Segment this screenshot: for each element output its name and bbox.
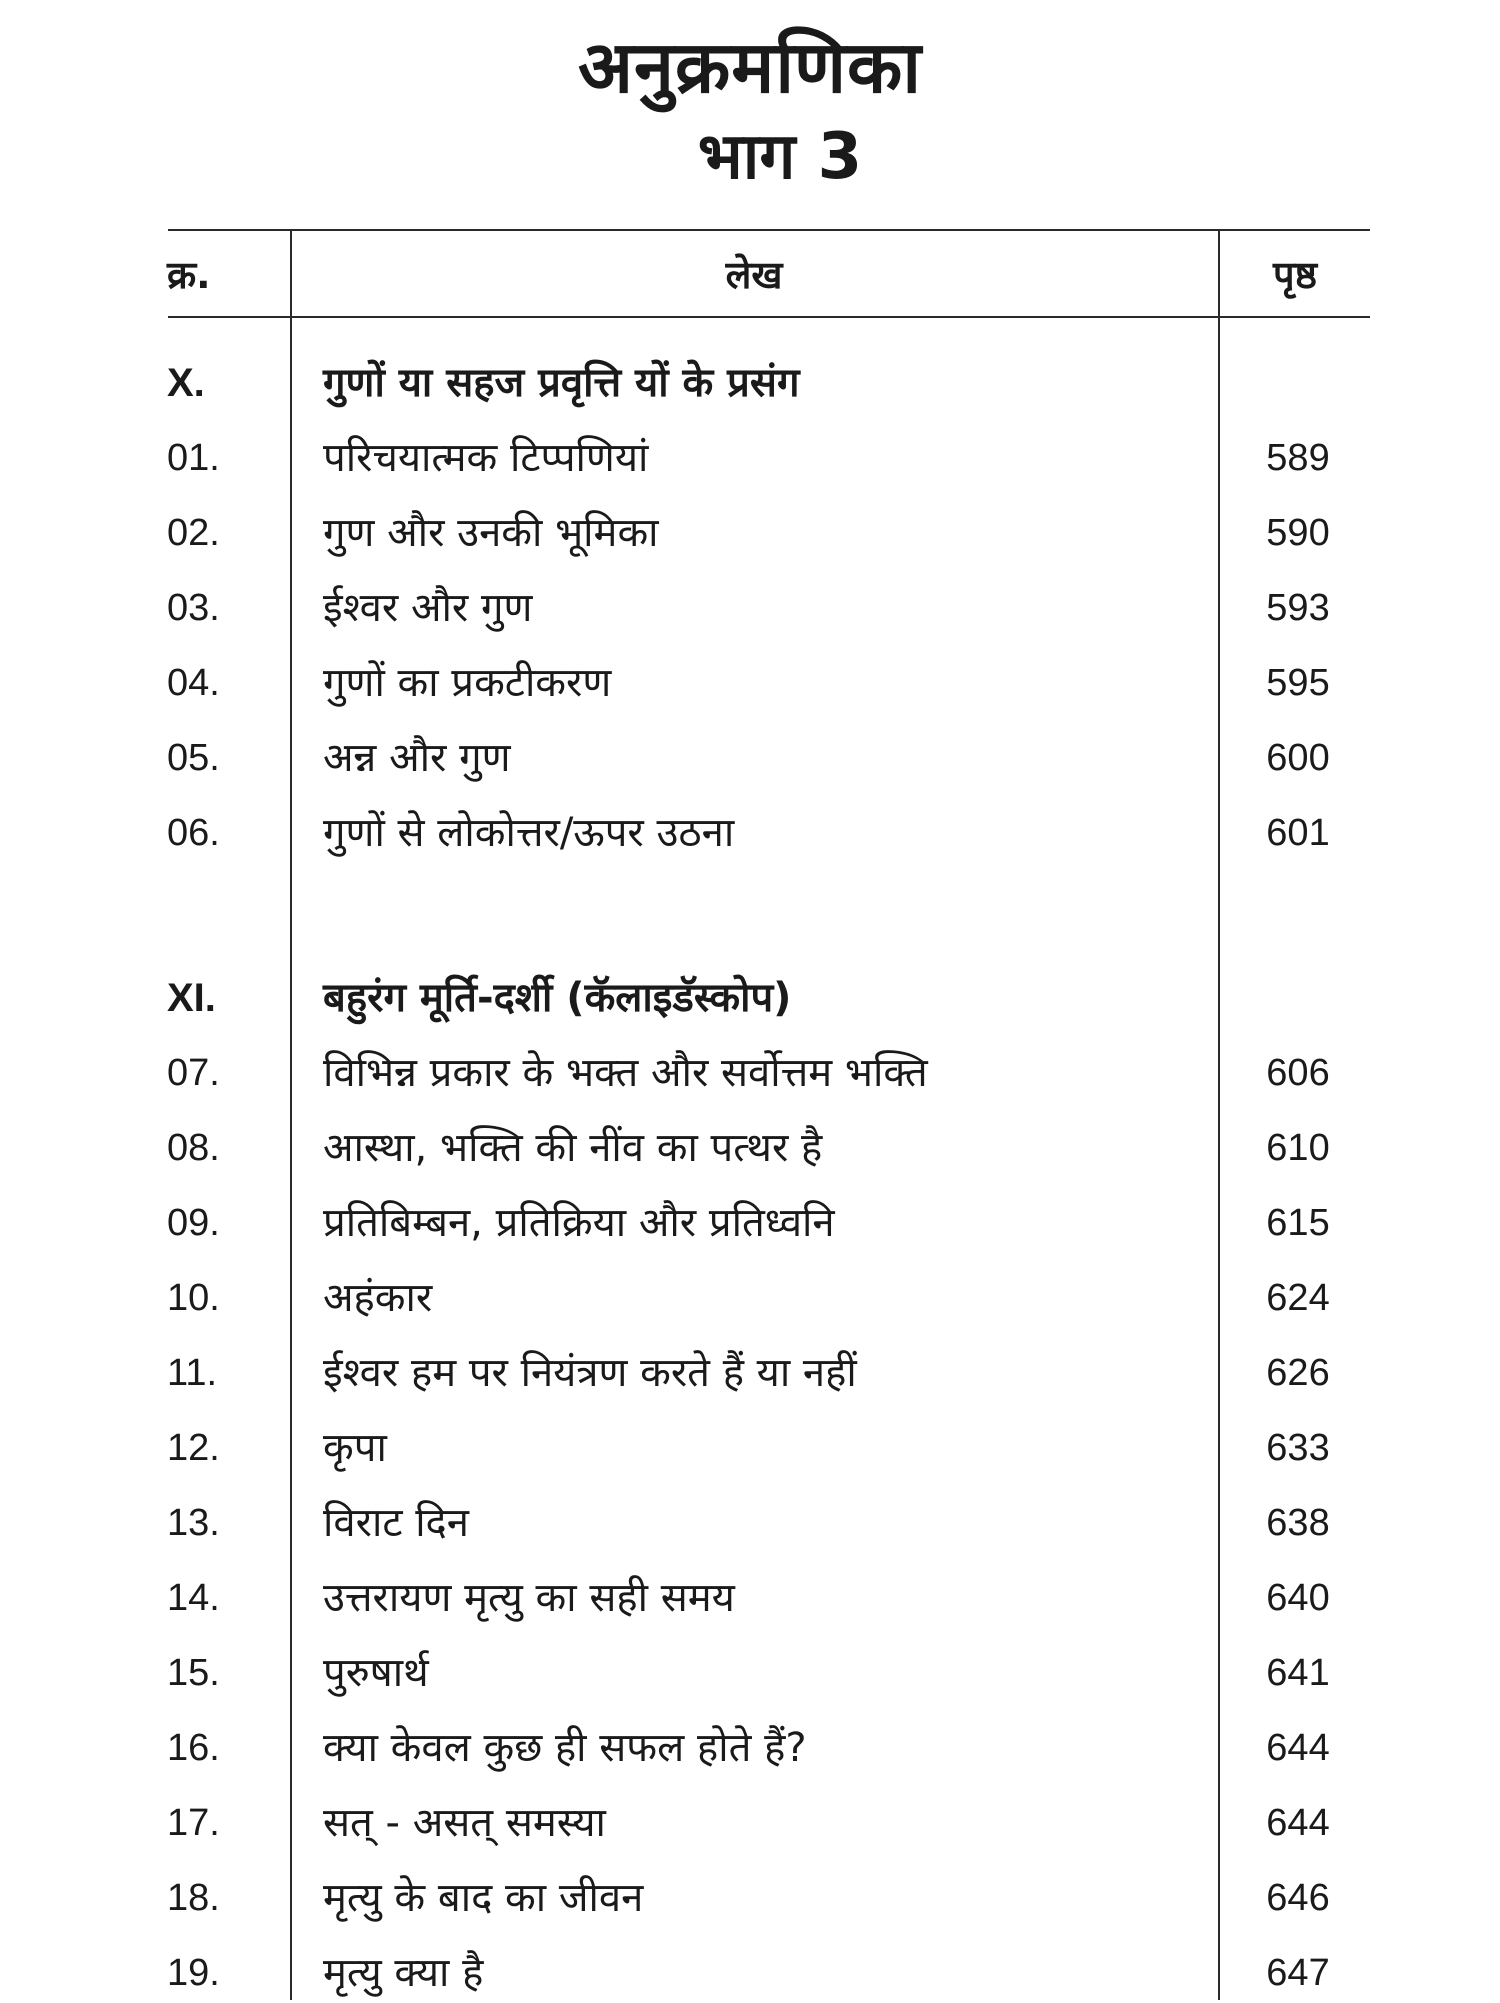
section-heading [0, 968, 1500, 1028]
entry-number: 11. [167, 1352, 218, 1394]
entry-title: परिचयात्मक टिप्पणियां [323, 435, 649, 481]
entry-number: 01. [167, 437, 220, 479]
entry-number: 13. [167, 1502, 220, 1544]
toc-entry [0, 1118, 1500, 1178]
entry-number: 08. [167, 1127, 220, 1169]
toc-entry [0, 1493, 1500, 1553]
page-subtitle: भाग 3 [697, 120, 863, 194]
entry-title: कृपा [323, 1425, 387, 1471]
entry-title: अहंकार [323, 1275, 433, 1321]
toc-entry [0, 1043, 1500, 1103]
entry-title: क्या केवल कुछ ही सफल होते हैं? [323, 1725, 807, 1771]
toc-entry [0, 1418, 1500, 1478]
entry-number: 05. [167, 737, 220, 779]
section-title: बहुरंग मूर्ति-दर्शी (कॅलाइडॅस्कोप) [323, 975, 792, 1021]
entry-number: 12. [167, 1427, 220, 1469]
entry-page-number: 589 [1266, 437, 1330, 479]
entry-number: 07. [167, 1052, 220, 1094]
entry-title: अन्न और गुण [323, 735, 511, 781]
entry-number: 04. [167, 662, 220, 704]
entry-number: 09. [167, 1202, 220, 1244]
toc-entry [0, 803, 1500, 863]
toc-entry [0, 503, 1500, 563]
entry-page-number: 590 [1266, 512, 1330, 554]
toc-entry [0, 1268, 1500, 1328]
entry-page-number: 638 [1266, 1502, 1330, 1544]
entry-page-number: 626 [1266, 1352, 1330, 1394]
entry-page-number: 615 [1266, 1202, 1330, 1244]
entry-title: मृत्यु क्या है [323, 1950, 484, 1996]
entry-number: 10. [167, 1277, 220, 1319]
toc-entry [0, 578, 1500, 638]
page-title: अनुक्रमणिका [578, 25, 922, 109]
toc-entry [0, 1343, 1500, 1403]
toc-entry [0, 1718, 1500, 1778]
entry-page-number: 610 [1266, 1127, 1330, 1169]
entry-title: गुणों का प्रकटीकरण [323, 660, 612, 706]
entry-title: विराट दिन [323, 1500, 469, 1546]
entry-page-number: 646 [1266, 1877, 1330, 1919]
entry-page-number: 633 [1266, 1427, 1330, 1469]
entry-title: ईश्वर और गुण [323, 585, 533, 631]
entry-title: सत् - असत् समस्या [323, 1800, 606, 1846]
column-header-number: क्र. [167, 253, 211, 297]
toc-entry [0, 1643, 1500, 1703]
section-title: गुणों या सहज प्रवृत्ति यों के प्रसंग [323, 360, 800, 406]
entry-number: 03. [167, 587, 220, 629]
entry-number: 18. [167, 1877, 220, 1919]
entry-page-number: 624 [1266, 1277, 1330, 1319]
entry-title: प्रतिबिम्बन, प्रतिक्रिया और प्रतिध्वनि [323, 1200, 835, 1246]
table-top-rule [168, 229, 1370, 231]
entry-title: विभिन्न प्रकार के भक्त और सर्वोत्तम भक्ति [323, 1050, 928, 1096]
entry-page-number: 593 [1266, 587, 1330, 629]
entry-number: 14. [167, 1577, 220, 1619]
table-header-rule [168, 316, 1370, 318]
entry-title: आस्था, भक्ति की नींव का पत्थर है [323, 1125, 823, 1171]
entry-page-number: 595 [1266, 662, 1330, 704]
toc-entry [0, 1793, 1500, 1853]
entry-page-number: 641 [1266, 1652, 1330, 1694]
entry-number: 16. [167, 1727, 220, 1769]
toc-entry [0, 1943, 1500, 2003]
section-heading [0, 353, 1500, 413]
toc-entry [0, 1568, 1500, 1628]
entry-number: 15. [167, 1652, 220, 1694]
entry-page-number: 644 [1266, 1727, 1330, 1769]
entry-page-number: 606 [1266, 1052, 1330, 1094]
entry-number: 17. [167, 1802, 220, 1844]
toc-entry [0, 653, 1500, 713]
section-number: XI. [167, 976, 216, 1020]
toc-entry [0, 728, 1500, 788]
entry-title: पुरुषार्थ [323, 1650, 429, 1696]
toc-entry [0, 1193, 1500, 1253]
entry-number: 19. [167, 1952, 220, 1994]
toc-entry [0, 428, 1500, 488]
column-header-article: लेख [725, 253, 783, 297]
section-number: X. [167, 361, 205, 405]
entry-page-number: 640 [1266, 1577, 1330, 1619]
entry-title: गुण और उनकी भूमिका [323, 510, 659, 556]
entry-page-number: 601 [1266, 812, 1330, 854]
entry-title: उत्तरायण मृत्यु का सही समय [323, 1575, 735, 1621]
toc-entry [0, 1868, 1500, 1928]
entry-title: गुणों से लोकोत्तर/ऊपर उठना [323, 810, 735, 856]
entry-number: 02. [167, 512, 220, 554]
entry-title: ईश्वर हम पर नियंत्रण करते हैं या नहीं [323, 1350, 857, 1396]
entry-title: मृत्यु के बाद का जीवन [323, 1875, 644, 1921]
entry-page-number: 647 [1266, 1952, 1330, 1994]
entry-page-number: 644 [1266, 1802, 1330, 1844]
entry-number: 06. [167, 812, 220, 854]
column-header-page: पृष्ठ [1273, 253, 1317, 297]
entry-page-number: 600 [1266, 737, 1330, 779]
